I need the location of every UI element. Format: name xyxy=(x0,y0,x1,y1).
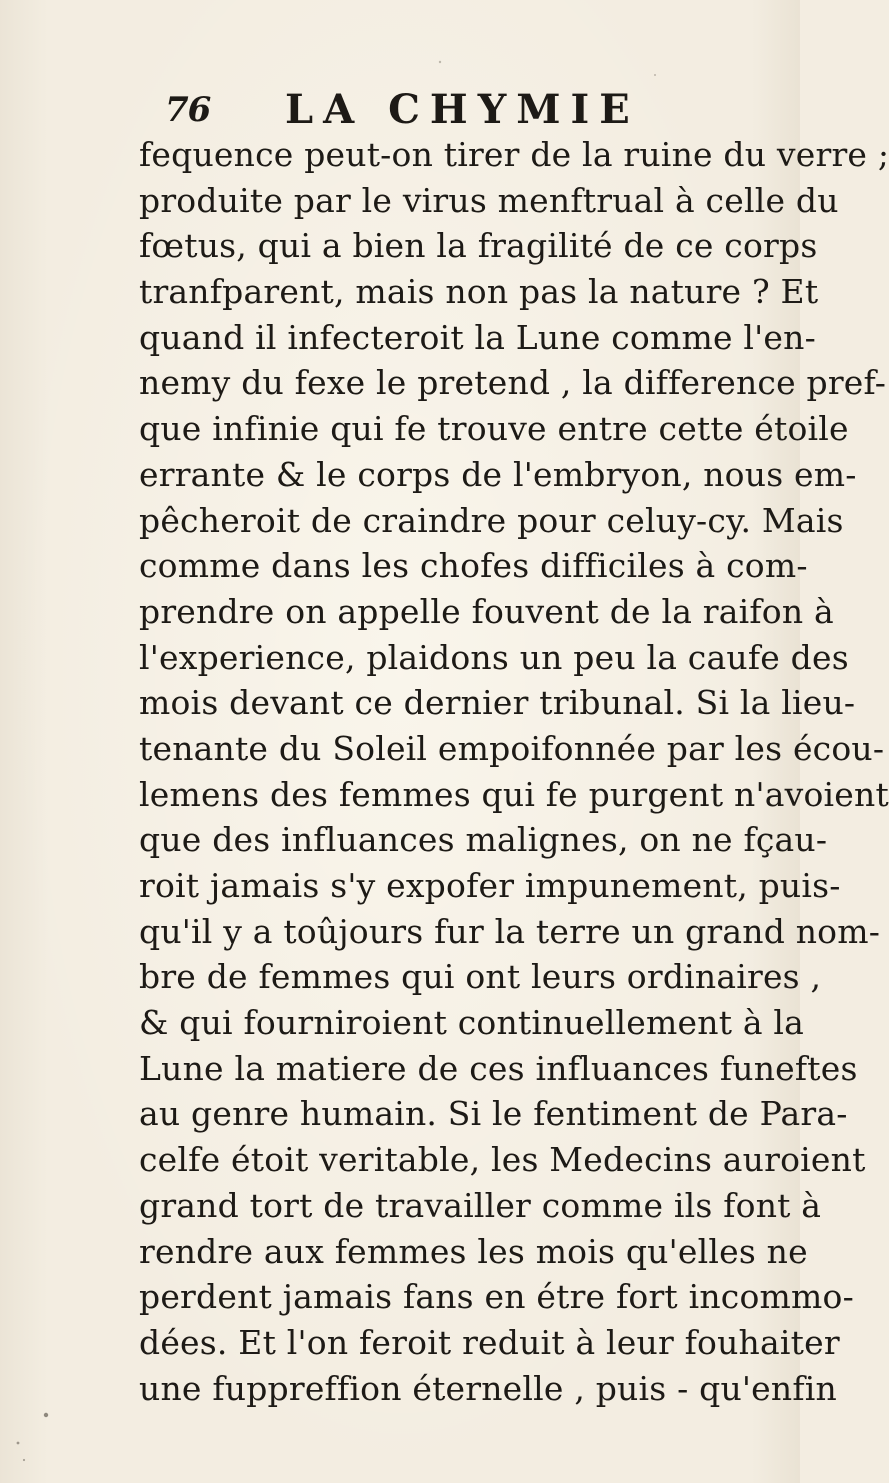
text-line: mois devant ce dernier tribunal. Si la lieu- xyxy=(139,683,856,723)
text-line: roit jamais s'y expofer impunement, puis- xyxy=(139,866,841,905)
text-line: grand tort de travailler comme ils font à xyxy=(139,1185,822,1225)
text-line: produite par le virus menftrual à celle du xyxy=(139,180,839,220)
text-line: prendre on appelle fouvent de la raifon à xyxy=(139,591,834,631)
page-header xyxy=(165,86,765,136)
text-line: Lune la matiere de ces influances funeftes xyxy=(139,1048,858,1088)
text-line: l'experience, plaidons un peu la caufe des xyxy=(139,637,849,677)
text-line: dées. Et l'on feroit reduit à leur fouhaiter xyxy=(139,1322,840,1362)
text-line: perdent jamais fans en étre fort incommo- xyxy=(139,1277,854,1317)
text-line: que infinie qui fe trouve entre cette étoile xyxy=(139,409,849,449)
page-number: 76 xyxy=(165,90,211,130)
text-line: au genre humain. Si le fentiment de Para- xyxy=(139,1094,848,1134)
text-line: qu'il y a toûjours fur la terre un grand nom- xyxy=(139,911,881,951)
text-line: errante & le corps de l'embryon, nous em- xyxy=(139,454,857,494)
text-line: fequence peut-on tirer de la ruine du verre ; xyxy=(139,135,889,174)
text-line: tranfparent, mais non pas la nature ? Et xyxy=(139,272,819,312)
text-line: pêcheroit de craindre pour celuy-cy. Mais xyxy=(139,500,844,540)
text-line: une fuppreffion éternelle , puis - qu'enfin xyxy=(139,1368,837,1408)
text-line: & qui fourniroient continuellement à la xyxy=(139,1003,805,1043)
text-line: fœtus, qui a bien la fragilité de ce corps xyxy=(139,226,818,266)
text-line: tenante du Soleil empoifonnée par les écou- xyxy=(139,728,885,768)
body-text xyxy=(139,132,889,1411)
text-line: rendre aux femmes les mois qu'elles ne xyxy=(139,1231,808,1271)
text-line: lemens des femmes qui fe purgent n'avoient xyxy=(139,774,889,814)
running-title: LA CHYMIE xyxy=(285,86,640,133)
text-line: quand il infecteroit la Lune comme l'en- xyxy=(139,317,816,357)
text-line: que des influances malignes, on ne fçau- xyxy=(139,820,828,860)
text-line: comme dans les chofes difficiles à com- xyxy=(139,546,808,586)
text-line: bre de femmes qui ont leurs ordinaires , xyxy=(139,957,822,997)
text-line: celfe étoit veritable, les Medecins auroient xyxy=(139,1140,866,1180)
text-line: nemy du fexe le pretend , la difference pref- xyxy=(139,363,887,403)
